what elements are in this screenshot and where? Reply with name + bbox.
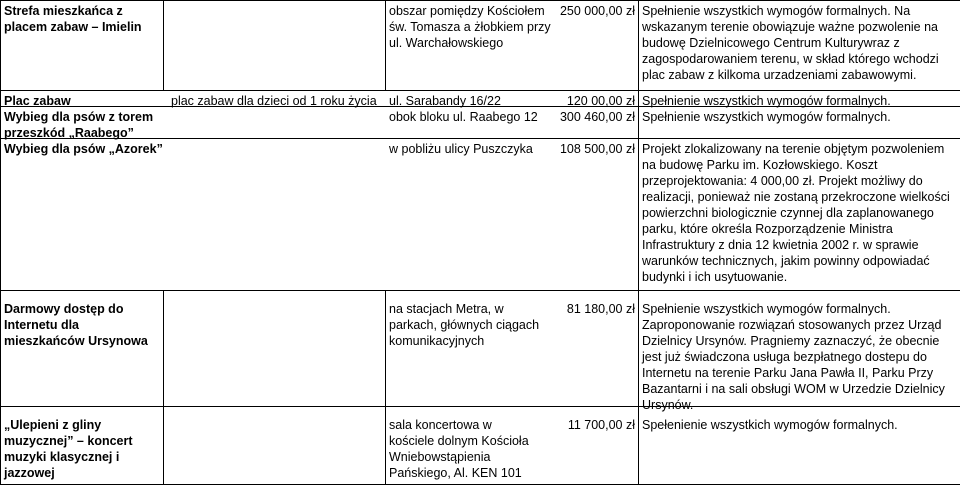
project-location: w pobliżu ulicy Puszczyka: [389, 142, 533, 156]
project-note: Spełenienie wszystkich wymogów formalnych.: [642, 418, 898, 432]
project-location: obszar pomiędzy Kościołem św. Tomasza a żłobkiem przy ul. Warchałowskiego: [389, 4, 551, 50]
project-name: Plac zabaw: [4, 94, 71, 108]
column-divider: [163, 0, 164, 91]
project-note: Spełnienie wszystkich wymogów formalnych.: [642, 94, 891, 108]
project-name: Strefa mieszkańca z placem zabaw – Imielin: [4, 4, 142, 34]
project-amount: 11 700,00 zł: [567, 418, 635, 432]
project-name: Darmowy dostęp do Internetu dla mieszkańców Ursynowa: [4, 302, 148, 348]
project-note: Spełnienie wszystkich wymogów formalnych. Na wskazanym terenie obowiązuje ważne pozwolenie na budowę Dzielnicowego Centrum Kulturywraz z zagospodarowaniem terenu, w skład którego wchodzi plac zabaw z kilkoma urzadzeniami zabawowymi.: [642, 4, 939, 82]
project-name: Wybieg dla psów „Azorek”: [4, 142, 163, 156]
row-divider: [0, 290, 960, 291]
project-location: ul. Sarabandy 16/22: [389, 94, 501, 108]
project-amount: 120 00,00 zł: [566, 94, 635, 108]
project-note: Spełnienie wszystkich wymogów formalnych.: [642, 110, 891, 124]
project-amount: 300 460,00 zł: [559, 110, 635, 124]
project-amount: 81 180,00 zł: [566, 302, 635, 316]
project-name: „Ulepieni z gliny muzycznej” – koncert muzyki klasycznej i jazzowej: [4, 418, 133, 480]
project-amount: 108 500,00 zł: [559, 142, 635, 156]
column-divider: [163, 290, 164, 485]
project-location: obok bloku ul. Raabego 12: [389, 110, 538, 124]
project-description: plac zabaw dla dzieci od 1 roku życia: [171, 94, 377, 108]
column-divider: [0, 0, 1, 485]
project-location: sala koncertowa w kościele dolnym Kościoła Wniebowstąpienia Pańskiego, Al. KEN 101: [389, 418, 529, 480]
project-amount: 250 000,00 zł: [559, 4, 635, 18]
project-location: na stacjach Metra, w parkach, głównych ciągach komunikacyjnych: [389, 302, 540, 348]
project-name: Wybieg dla psów z torem przeszkód „Raabego”: [4, 110, 154, 140]
project-note: Spełnienie wszystkich wymogów formalnych. Zaproponowanie rozwiązań stosowanych przez Urząd Dzielnicy Ursynów. Pragniemy zaznaczyć, że obecnie jest już świadczona usługa bezpłatnego dostepu do Internetu na terenie Parku Jana Pawła II, Parku Przy Bazantarni i na sali obsługi WOM w Urzedzie Dzielnicy Ursynów.: [642, 302, 945, 412]
project-note: Projekt zlokalizowany na terenie objętym pozwoleniem na budowę Parku im. Kozłowskiego. Koszt przeprojektowania: 4 000,00 zł. Projekt możliwy do realizacji, ponieważ nie zostaną przekroczone wielkości powierzchni biologicznie czynnej dla zaplanowanego parku, które określa Rozporządzenie Ministra Infrastruktury z dnia 12 kwietnia 2002 r. w sprawie warunków technicznych, jakim powinny odpowiadać budynki i ich usytuowanie.: [642, 142, 950, 284]
